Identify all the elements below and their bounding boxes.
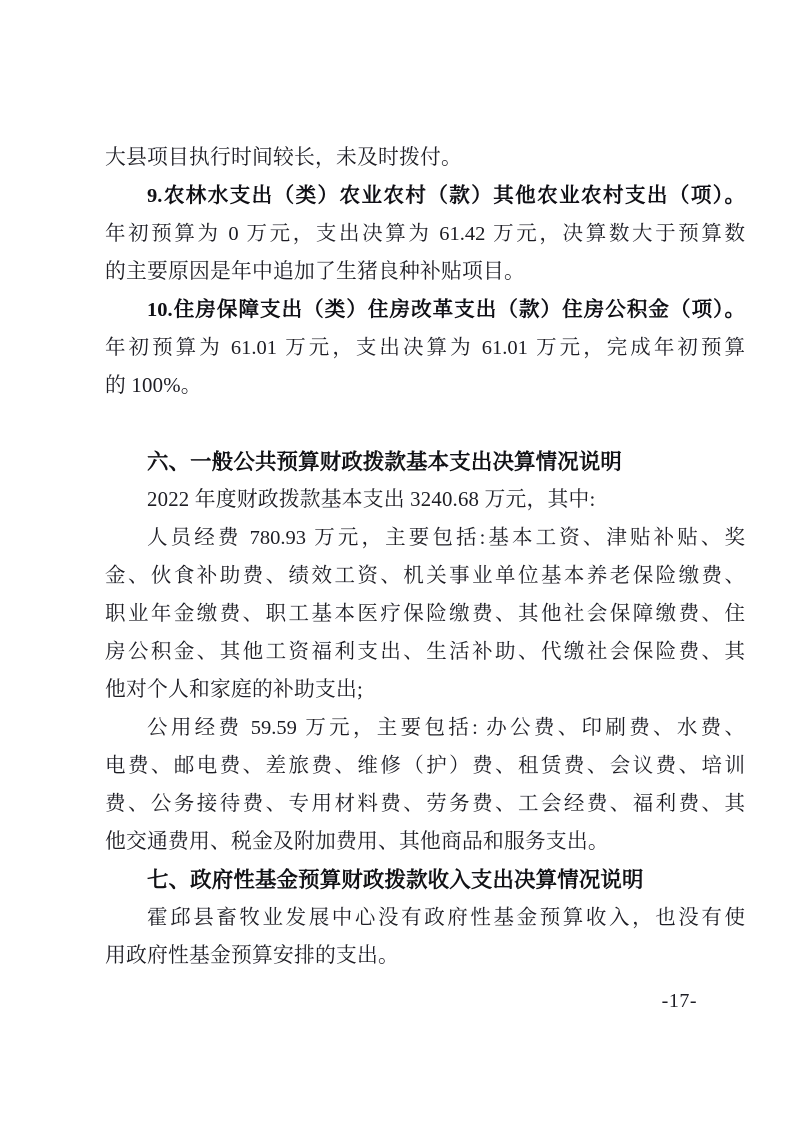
- section-six-body-line: 金、伙食补助费、绩效工资、机关事业单位基本养老保险缴费、: [105, 565, 745, 587]
- item-10-body-line: 年初预算为 61.01 万元，支出决算为 61.01 万元，完成年初预算: [105, 337, 745, 359]
- section-six-body-line: 费、公务接待费、专用材料费、劳务费、工会经费、福利费、其: [105, 793, 745, 815]
- page-number: -17-: [661, 990, 697, 1012]
- item-9-heading-line: 9.农林水支出（类）农业农村（款）其他农业农村支出（项）。: [147, 185, 745, 207]
- document-text-block: [105, 139, 745, 975]
- section-six-body-line: 人员经费 780.93 万元，主要包括:基本工资、津贴补贴、奖: [147, 527, 745, 549]
- section-six-body-line: 电费、邮电费、差旅费、维修（护）费、租赁费、会议费、培训: [105, 755, 745, 777]
- section-six-heading: 六、一般公共预算财政拨款基本支出决算情况说明: [147, 450, 622, 474]
- section-six-body-line: 他对个人和家庭的补助支出;: [105, 678, 363, 701]
- item-9-body-line: 年初预算为 0 万元，支出决算为 61.42 万元，决算数大于预算数: [105, 223, 745, 245]
- section-seven-body-line: 用政府性基金预算安排的支出。: [105, 944, 399, 967]
- item-9-body-line: 的主要原因是年中追加了生猪良种补贴项目。: [105, 260, 525, 283]
- item-10-heading-line: 10.住房保障支出（类）住房改革支出（款）住房公积金（项）。: [147, 299, 745, 321]
- para-continuation-line: 大县项目执行时间较长，未及时拨付。: [105, 146, 462, 169]
- section-six-body-line: 2022 年度财政拨款基本支出 3240.68 万元，其中:: [147, 488, 596, 511]
- section-seven-heading: 七、政府性基金预算财政拨款收入支出决算情况说明: [147, 868, 644, 892]
- section-seven-body-line: 霍邱县畜牧业发展中心没有政府性基金预算收入，也没有使: [147, 907, 745, 929]
- section-six-body-line: 房公积金、其他工资福利支出、生活补助、代缴社会保险费、其: [105, 641, 745, 663]
- section-six-body-line: 他交通费用、税金及附加费用、其他商品和服务支出。: [105, 830, 609, 853]
- item-10-body-line: 的 100%。: [105, 374, 202, 397]
- section-six-body-line: 公用经费 59.59 万元，主要包括: 办公费、印刷费、水费、: [147, 717, 745, 739]
- section-six-body-line: 职业年金缴费、职工基本医疗保险缴费、其他社会保障缴费、住: [105, 603, 745, 625]
- blank-line-spacer: [105, 405, 745, 443]
